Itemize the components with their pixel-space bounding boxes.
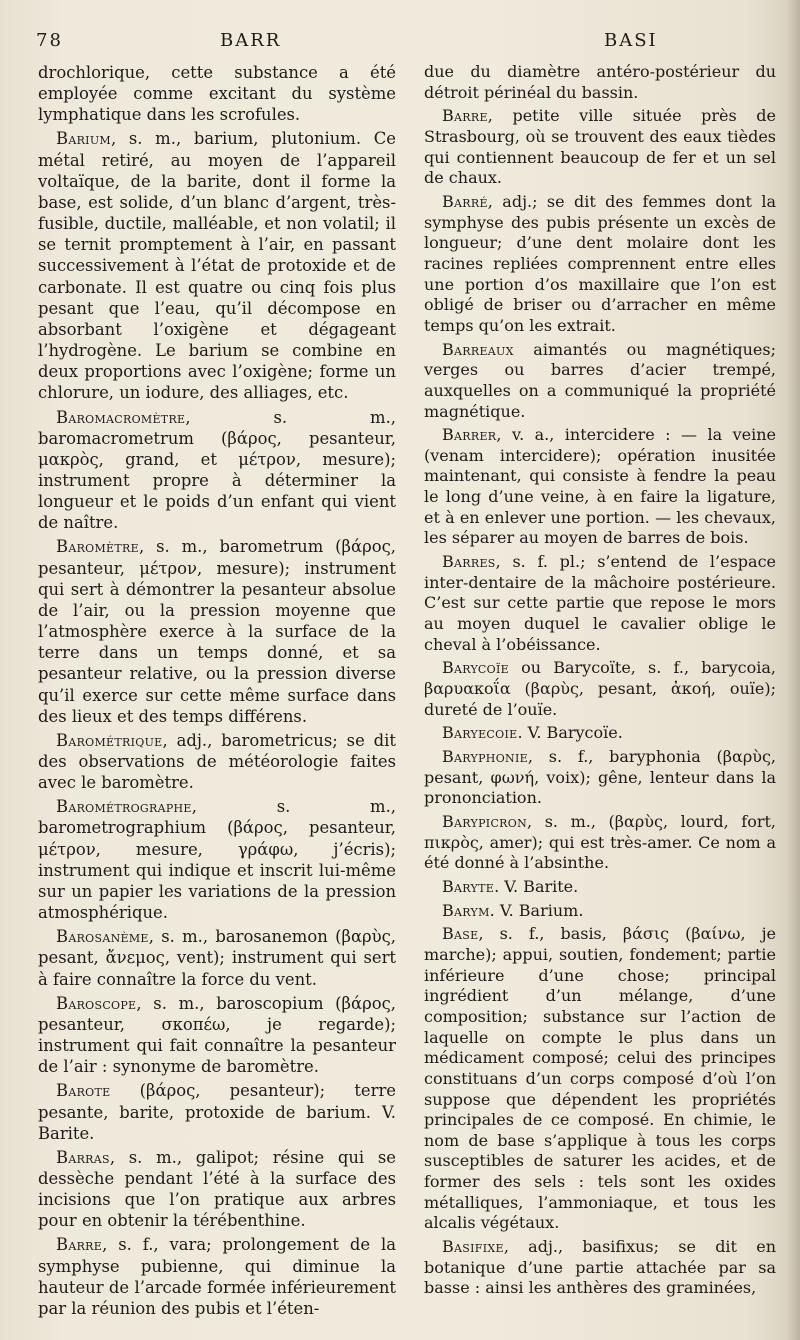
entry-text: , adj.; se dit des femmes dont la symphyse des pubis présente un excès de longueur; d’une dent molaire dont les racines repliées comprennent entre elles une portion d’os maxillaire que l’on est obligé de briser ou d’arracher en même temps qu’on les extrait. — [424, 191, 776, 335]
entry-text: , s. f., vara; prolongement de la symphyse pubienne, qui diminue la hauteur de l’arcade formée inférieurement par la réunion des pubis et l’éten- — [38, 1235, 396, 1318]
dictionary-entry — [38, 926, 396, 989]
dictionary-entry — [424, 425, 776, 549]
entry-headword: Barycoïe — [442, 658, 509, 678]
entry-headword: Barres — [442, 552, 496, 572]
entry-headword: Barym — [442, 900, 490, 920]
entry-text: , s. m., barium, plutonium. Ce métal retiré, au moyen de l’appareil voltaïque, de la barite, dont il forme la base, est solide, d’un blanc d’argent, très-fusible, ductile, malléable, et non volatil; il se ternit promptement à l’air, en passant successivement à l’état de protoxide et de carbonate. Il est quatre ou cinq fois plus pesant que l’eau, qu’il décompose en absorbant l’oxigène et dégageant l’hydrogène. Le barium se combine en deux proportions avec l’oxigène; forme un chlorure, un iodure, des alliages, etc. — [38, 129, 396, 403]
entry-text: , s. f. pl.; s’entend de l’espace inter-dentaire de la mâchoire postérieure. C’est sur cette partie que repose le mors au moyen duquel le cavalier oblige le cheval à l’obéissance. — [424, 552, 776, 654]
page-edge-shadow — [786, 0, 800, 1340]
dictionary-entry — [38, 1147, 396, 1232]
dictionary-entry — [38, 62, 396, 125]
entry-text: , s. f., baryphonia (βαρὺς, pesant, φωνή, voix); gêne, lenteur dans la prononciation. — [424, 747, 776, 808]
entry-headword: Barré — [442, 191, 488, 211]
dictionary-entry — [424, 924, 776, 1234]
dictionary-entry — [38, 128, 396, 403]
entry-text: due du diamètre antéro-postérieur du détroit périnéal du bassin. — [424, 62, 776, 102]
dictionary-entry — [424, 812, 776, 874]
entry-text: , s. m., (βαρὺς, lourd, fort, πικρὸς, amer); qui est très-amer. Ce nom a été donné à l’absinthe. — [424, 811, 776, 873]
dictionary-entry — [38, 796, 396, 923]
entry-headword: Barre — [56, 1235, 103, 1255]
entry-headword: Baromètre — [56, 537, 139, 557]
dictionary-entry — [38, 536, 396, 726]
running-head-left: BARR — [220, 30, 282, 51]
entry-headword: Barras — [56, 1147, 110, 1167]
entry-text: , adj., basifixus; se dit en botanique d’une partie attachée par sa basse : ainsi les anthères des graminées, — [424, 1237, 776, 1298]
dictionary-entry — [424, 1237, 776, 1299]
dictionary-entry — [424, 62, 776, 103]
dictionary-entry — [424, 106, 776, 189]
entry-headword: Barosanème — [56, 927, 149, 947]
entry-headword: Baroscope — [56, 993, 137, 1013]
entry-headword: Basifixe — [442, 1237, 504, 1257]
entry-text: . V. Barium. — [489, 900, 584, 920]
dictionary-entry — [424, 192, 776, 337]
dictionary-entry — [38, 407, 396, 534]
dictionary-entry — [38, 1234, 396, 1319]
dictionary-entry — [38, 1080, 396, 1143]
entry-headword: Barre — [442, 106, 488, 126]
entry-text: , s. m., baroscopium (βάρος, pesanteur, σκοπέω, je regarde); instrument qui fait connaître la pesanteur de l’air : synonyme de baromètre. — [38, 993, 396, 1077]
dictionary-entry — [424, 877, 776, 898]
entry-headword: Barreaux — [442, 339, 514, 359]
entry-text: , s. m., barometrographium (βάρος, pesanteur, μέτρον, mesure, γράφω, j’écris); instrument qui indique et inscrit lui-même sur un papier les variations de la pression atmosphérique. — [38, 797, 396, 923]
entry-text: . V. Barycoïe. — [517, 723, 623, 743]
dictionary-entry — [424, 901, 776, 922]
entry-headword: Baryecoie — [442, 723, 518, 743]
entry-headword: Barypicron — [442, 811, 527, 831]
entry-text: , adj., barometricus; se dit des observations de météorologie faites avec le baromètre. — [38, 730, 396, 793]
dictionary-entry — [424, 658, 776, 720]
entry-text: , v. a., intercidere : — la veine (venam intercidere); opération inusitée maintenant, qui consiste à fendre la peau le long d’une veine, à en faire la ligature, et à en enlever une portion. — les chevaux, les séparer au moyen de barres de bois. — [424, 425, 776, 548]
running-head-right: BASI — [604, 30, 658, 51]
entry-text: , s. m., baromacrometrum (βάρος, pesanteur, μακρὸς, grand, et μέτρον, mesure); instrument propre à déterminer la longueur et le poids d’un enfant qui vient de naître. — [38, 407, 396, 533]
entry-headword: Baromacromètre — [56, 407, 186, 427]
entry-headword: Baryphonie — [442, 747, 528, 766]
page-header — [36, 30, 776, 62]
entry-text: , s. m., galipot; résine qui se dessèche pendant l’été à la surface des incisions que l’on pratique aux arbres pour en obtenir la térébenthine. — [38, 1147, 396, 1231]
entry-text: drochlorique, cette substance a été employée comme excitant du système lymphatique dans les scrofules. — [38, 63, 396, 125]
entry-headword: Barium — [56, 129, 111, 149]
right-column — [424, 62, 776, 1302]
entry-text: (βάρος, pesanteur); terre pesante, barite, protoxide de barium. V. Barite. — [38, 1081, 396, 1143]
entry-text: aimantés ou magnétiques; verges ou barres d’acier trempé, auxquelles on a communiqué la propriété magnétique. — [424, 339, 776, 421]
entry-text: , petite ville située près de Strasbourg, où se trouvent des eaux tièdes qui contiennent beaucoup de fer et un sel de chaux. — [424, 106, 776, 188]
dictionary-entry — [424, 723, 776, 744]
left-column — [38, 62, 396, 1322]
page-number: 78 — [36, 30, 63, 51]
dictionary-entry — [38, 993, 396, 1078]
entry-headword: Barote — [56, 1081, 111, 1101]
entry-text: . V. Barite. — [494, 876, 579, 896]
dictionary-entry — [38, 730, 396, 793]
dictionary-entry — [424, 340, 776, 423]
entry-text: , s. m., barosanemon (βαρὺς, pesant, ἄνεμος, vent); instrument qui sert à faire connaître la force du vent. — [38, 927, 396, 989]
entry-headword: Barométrographe — [56, 797, 192, 817]
entry-text: , s. m., barometrum (βάρος, pesanteur, μέτρον, mesure); instrument qui sert à démontrer la pesanteur absolue de l’air, ou la pression moyenne que l’atmosphère exerce à la surface de la terre dans un temps donné, et sa pesanteur relative, ou la pression diverse qu’il exerce sur cette même surface dans des lieux et des temps différens. — [38, 537, 396, 726]
dictionary-entry — [424, 747, 776, 809]
entry-headword: Barrer — [442, 425, 497, 445]
entry-headword: Baryte — [442, 876, 495, 896]
dictionary-entry — [424, 552, 776, 655]
entry-text: , s. f., basis, βάσις (βαίνω, je marche); appui, soutien, fondement; partie inférieure d’une chose; principal ingrédient d’un mélange, d’une composition; substance sur l’action de laquelle on compte le plus dans un médicament composé; celui des principes constituans d’un corps composé d’où l’on suppose que dépendent les propriétés principales de ce composé. En chimie, le nom de base s’applique à tous les corps susceptibles de saturer les acides, et de former des sels : tels sont les oxides métalliques, l’ammoniaque, et tous les alcalis végétaux. — [424, 924, 776, 1233]
entry-headword: Base — [442, 924, 479, 944]
entry-headword: Barométrique — [56, 730, 163, 750]
entry-text: ou Barycoïte, s. f., barycoia, βαρυακοΐα (βαρὺς, pesant, ἀκοή, ouïe); dureté de l’ouïe. — [424, 658, 776, 719]
